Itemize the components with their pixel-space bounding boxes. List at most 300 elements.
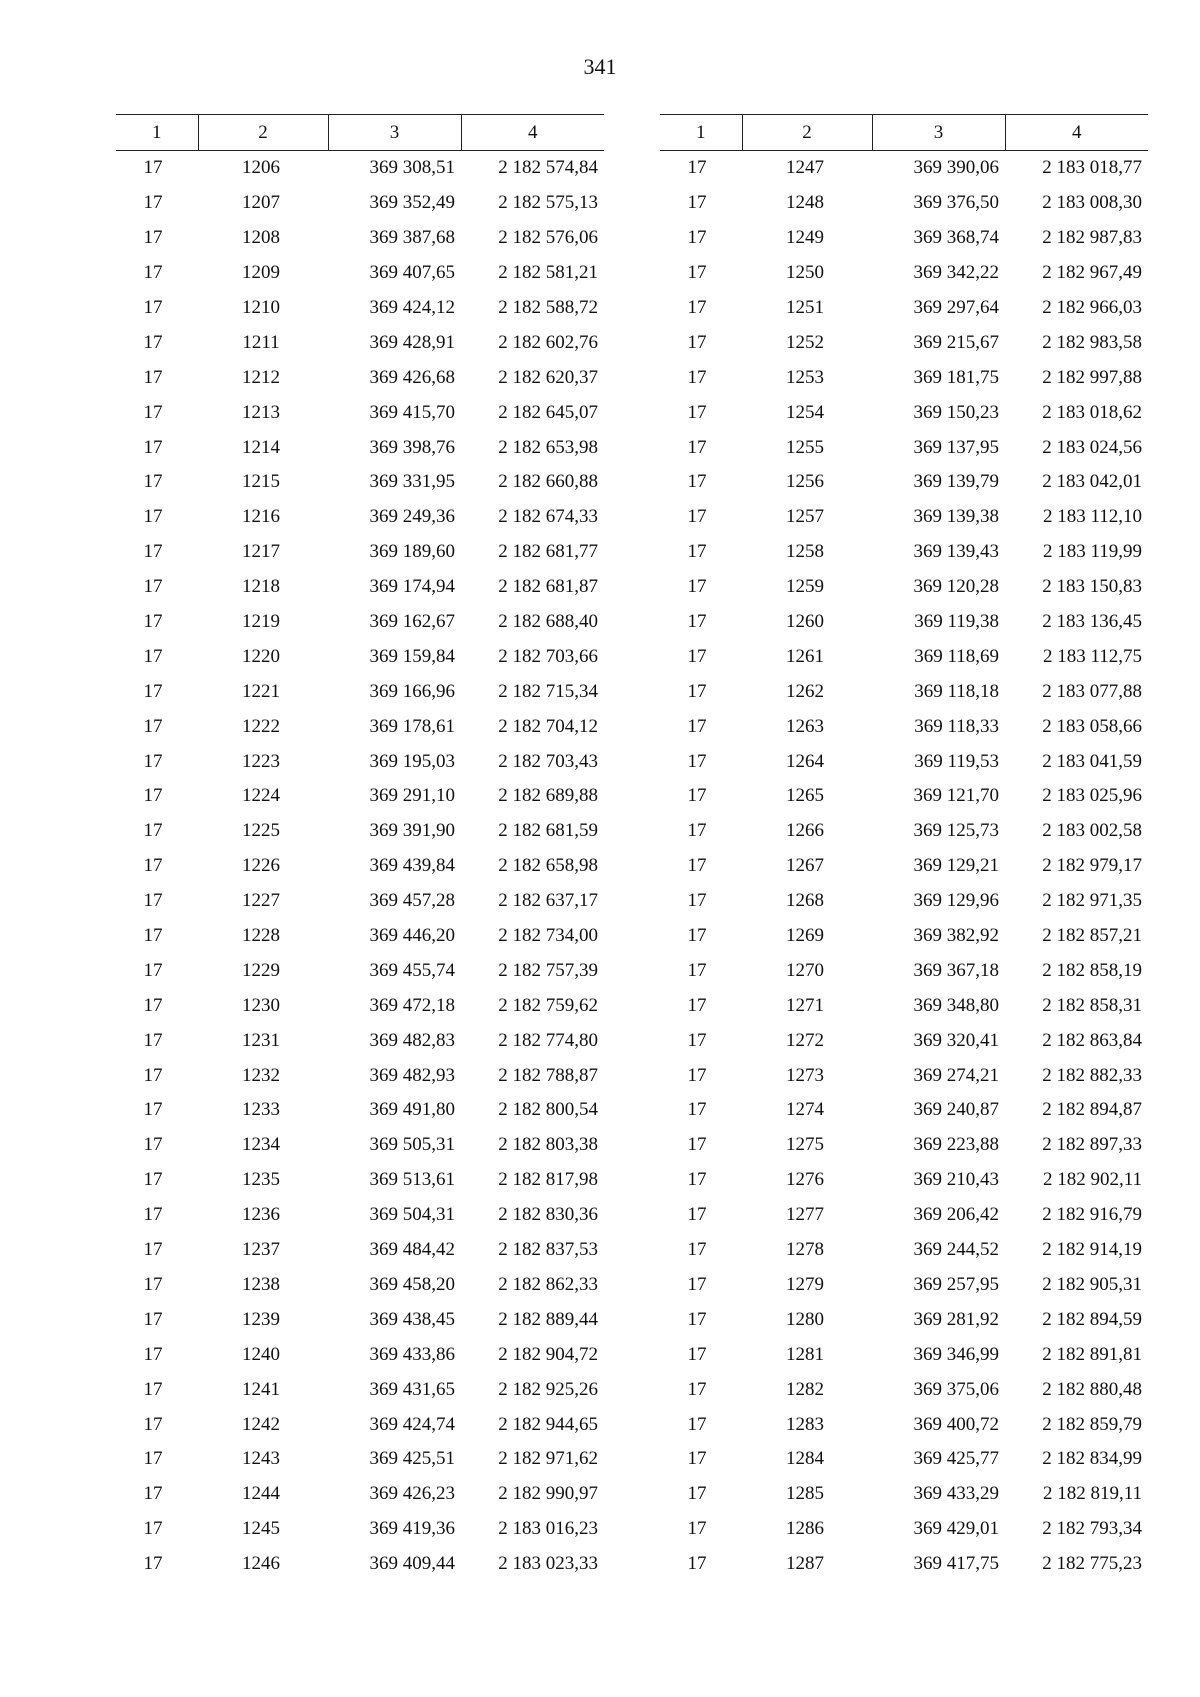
column-header: 4 (461, 115, 604, 151)
table-cell: 17 (143, 645, 163, 667)
table-cell: 369 223,88 (913, 1134, 999, 1156)
table-cell: 2 182 987,83 (1042, 227, 1142, 249)
table-cell: 1248 (786, 192, 824, 214)
table-cell: 17 (143, 611, 163, 633)
table-row (116, 1512, 604, 1547)
table-cell: 2 183 018,62 (1042, 401, 1142, 423)
table-cell: 17 (687, 890, 707, 912)
table-cell: 2 182 990,97 (498, 1483, 598, 1505)
table-cell: 2 182 774,80 (498, 1029, 598, 1051)
table-cell: 2 182 757,39 (498, 959, 598, 981)
table-row (660, 639, 1148, 674)
table-cell: 369 352,49 (369, 192, 455, 214)
table-row (116, 1337, 604, 1372)
table-cell: 17 (143, 959, 163, 981)
coordinates-table-left (116, 114, 604, 1582)
table-cell: 369 439,84 (369, 855, 455, 877)
table-cell: 369 249,36 (369, 506, 455, 528)
table-cell: 2 182 925,26 (498, 1378, 598, 1400)
table-cell: 2 182 819,11 (1042, 1483, 1142, 1505)
table-cell: 2 182 660,88 (498, 471, 598, 493)
table-cell: 1209 (242, 262, 280, 284)
table-row (660, 291, 1148, 326)
table-cell: 2 182 971,62 (498, 1448, 598, 1470)
table-cell: 1255 (786, 436, 824, 458)
table-cell: 1228 (242, 925, 280, 947)
table-cell: 2 183 041,59 (1042, 750, 1142, 772)
table-row (116, 674, 604, 709)
table-cell: 17 (687, 1064, 707, 1086)
table-cell: 1240 (242, 1343, 280, 1365)
table-cell: 2 182 979,17 (1042, 855, 1142, 877)
table-cell: 17 (143, 1308, 163, 1330)
table-row (116, 325, 604, 360)
table-cell: 2 182 715,34 (498, 680, 598, 702)
table-row (660, 151, 1148, 186)
table-cell: 1246 (242, 1553, 280, 1575)
table-row (116, 953, 604, 988)
table-cell: 2 182 734,00 (498, 925, 598, 947)
table-cell: 17 (143, 1413, 163, 1435)
table-cell: 1256 (786, 471, 824, 493)
table-cell: 369 398,76 (369, 436, 455, 458)
table-row (116, 1233, 604, 1268)
table-cell: 17 (143, 1099, 163, 1121)
table-cell: 1257 (786, 506, 824, 528)
table-cell: 17 (687, 297, 707, 318)
table-cell: 17 (687, 645, 707, 667)
table-cell: 2 182 688,40 (498, 611, 598, 633)
table-row (660, 814, 1148, 849)
table-cell: 2 182 882,33 (1042, 1064, 1142, 1086)
table-cell: 2 182 703,66 (498, 645, 598, 667)
table-row (116, 360, 604, 395)
table-cell: 2 182 897,33 (1042, 1134, 1142, 1156)
table-cell: 369 162,67 (369, 611, 455, 633)
table-row (660, 1407, 1148, 1442)
table-cell: 2 183 024,56 (1042, 436, 1142, 458)
table-cell: 17 (143, 1378, 163, 1400)
table-cell: 1287 (786, 1553, 824, 1575)
table-cell: 1210 (242, 297, 280, 318)
table-cell: 369 431,65 (369, 1378, 455, 1400)
table-cell: 369 342,22 (913, 262, 999, 284)
table-cell: 369 129,96 (913, 890, 999, 912)
table-row (660, 465, 1148, 500)
table-cell: 369 281,92 (913, 1308, 999, 1330)
table-row (660, 919, 1148, 954)
table-row (660, 953, 1148, 988)
table-row (116, 814, 604, 849)
table-cell: 17 (143, 576, 163, 598)
table-cell: 369 137,95 (913, 436, 999, 458)
table-cell: 1239 (242, 1308, 280, 1330)
table-cell: 17 (687, 1099, 707, 1121)
table-cell: 1266 (786, 820, 824, 842)
table-row (116, 1128, 604, 1163)
table-cell: 369 424,74 (369, 1413, 455, 1435)
table-cell: 2 182 658,98 (498, 855, 598, 877)
table-cell: 369 424,12 (369, 297, 455, 318)
table-cell: 2 182 800,54 (498, 1099, 598, 1121)
table-cell: 369 417,75 (913, 1553, 999, 1575)
table-cell: 2 182 576,06 (498, 227, 598, 249)
table-cell: 1219 (242, 611, 280, 633)
table-cell: 369 419,36 (369, 1518, 455, 1540)
table-cell: 2 183 023,33 (498, 1553, 598, 1575)
table-cell: 369 181,75 (913, 366, 999, 388)
table-cell: 1277 (786, 1204, 824, 1226)
table-cell: 2 182 905,31 (1042, 1273, 1142, 1295)
table-cell: 1238 (242, 1273, 280, 1295)
table-cell: 2 182 645,07 (498, 401, 598, 423)
table-cell: 2 182 858,31 (1042, 994, 1142, 1016)
table-cell: 369 139,38 (913, 506, 999, 528)
table-row (116, 1442, 604, 1477)
table-cell: 369 118,33 (914, 715, 999, 737)
table-cell: 369 433,29 (913, 1483, 999, 1505)
table-row (660, 779, 1148, 814)
table-cell: 2 182 775,23 (1042, 1553, 1142, 1575)
table-cell: 17 (687, 262, 707, 284)
table-cell: 369 390,06 (913, 157, 999, 179)
table-cell: 369 426,68 (369, 366, 455, 388)
table-row (116, 395, 604, 430)
table-cell: 2 182 788,87 (498, 1064, 598, 1086)
table-cell: 369 308,51 (369, 157, 455, 179)
table-cell: 17 (143, 1204, 163, 1226)
table-cell: 17 (143, 157, 163, 179)
table-cell: 17 (143, 366, 163, 388)
table-cell: 2 182 834,99 (1042, 1448, 1142, 1470)
table-cell: 369 189,60 (369, 541, 455, 563)
table-cell: 1221 (242, 680, 280, 702)
table-cell: 2 182 793,34 (1042, 1518, 1142, 1540)
table-cell: 17 (687, 192, 707, 214)
table-cell: 2 182 653,98 (498, 436, 598, 458)
table-cell: 369 438,45 (369, 1308, 455, 1330)
table-cell: 2 183 136,45 (1042, 611, 1142, 633)
table-cell: 369 129,21 (913, 855, 999, 877)
table-row (116, 1302, 604, 1337)
table-cell: 369 119,53 (914, 750, 999, 772)
table-cell: 2 183 058,66 (1042, 715, 1142, 737)
table-cell: 17 (143, 436, 163, 458)
table-cell: 369 257,95 (913, 1273, 999, 1295)
table-row (116, 919, 604, 954)
table-cell: 2 182 863,84 (1042, 1029, 1142, 1051)
table-cell: 369 425,77 (913, 1448, 999, 1470)
table-cell: 17 (687, 925, 707, 947)
table-cell: 2 182 914,19 (1042, 1239, 1142, 1261)
table-cell: 1223 (242, 750, 280, 772)
table-cell: 2 183 016,23 (498, 1518, 598, 1540)
table-row (116, 256, 604, 291)
table-cell: 1218 (242, 576, 280, 598)
table-row (660, 709, 1148, 744)
table-row (116, 988, 604, 1023)
table-row (116, 1407, 604, 1442)
table-row (660, 744, 1148, 779)
table-cell: 2 182 891,81 (1042, 1343, 1142, 1365)
table-cell: 17 (143, 506, 163, 528)
table-cell: 369 195,03 (369, 750, 455, 772)
table-cell: 2 182 817,98 (498, 1169, 598, 1191)
table-cell: 17 (143, 890, 163, 912)
table-row (116, 884, 604, 919)
table-cell: 1234 (242, 1134, 280, 1156)
table-cell: 369 415,70 (369, 401, 455, 423)
table-cell: 1250 (786, 262, 824, 284)
table-row (116, 186, 604, 221)
table-cell: 2 182 904,72 (498, 1343, 598, 1365)
table-row (116, 465, 604, 500)
table-cell: 17 (687, 750, 707, 772)
table-cell: 369 429,01 (913, 1518, 999, 1540)
table-cell: 2 182 894,87 (1042, 1099, 1142, 1121)
table-cell: 1262 (786, 680, 824, 702)
table-cell: 369 240,87 (913, 1099, 999, 1121)
table-cell: 2 182 983,58 (1042, 331, 1142, 353)
table-cell: 2 182 859,79 (1042, 1413, 1142, 1435)
table-cell: 1272 (786, 1029, 824, 1051)
table-cell: 2 183 119,99 (1042, 541, 1142, 563)
table-cell: 17 (687, 576, 707, 598)
table-cell: 1253 (786, 366, 824, 388)
table-cell: 17 (687, 855, 707, 877)
table-cell: 369 348,80 (913, 994, 999, 1016)
table-cell: 2 182 803,38 (498, 1134, 598, 1156)
table-cell: 1211 (242, 331, 280, 353)
table-cell: 369 484,42 (369, 1239, 455, 1261)
table-cell: 1269 (786, 925, 824, 947)
table-body-right (660, 151, 1148, 1582)
table-cell: 1261 (786, 645, 824, 667)
table-cell: 17 (687, 1413, 707, 1435)
table-cell: 1271 (786, 994, 824, 1016)
table-cell: 2 182 858,19 (1042, 959, 1142, 981)
table-cell: 1232 (242, 1064, 280, 1086)
table-cell: 1284 (786, 1448, 824, 1470)
table-cell: 369 244,52 (913, 1239, 999, 1261)
table-cell: 2 182 902,11 (1042, 1169, 1142, 1191)
table-cell: 369 446,20 (369, 925, 455, 947)
table-cell: 2 183 002,58 (1042, 820, 1142, 842)
table-cell: 1237 (242, 1239, 280, 1261)
table-row (116, 1163, 604, 1198)
table-cell: 1229 (242, 959, 280, 981)
table-cell: 17 (143, 750, 163, 772)
table-cell: 1265 (786, 785, 824, 807)
table-cell: 369 215,67 (913, 331, 999, 353)
table-row (116, 1372, 604, 1407)
table-cell: 2 182 581,21 (498, 262, 598, 284)
table-cell: 1245 (242, 1518, 280, 1540)
table-row (116, 430, 604, 465)
table-cell: 17 (687, 1273, 707, 1295)
table-cell: 369 178,61 (369, 715, 455, 737)
table-row (660, 500, 1148, 535)
table-row (116, 709, 604, 744)
table-cell: 1276 (786, 1169, 824, 1191)
table-cell: 1273 (786, 1064, 824, 1086)
table-row (660, 1372, 1148, 1407)
table-cell: 369 125,73 (913, 820, 999, 842)
table-row (660, 1058, 1148, 1093)
table-cell: 2 182 997,88 (1042, 366, 1142, 388)
table-cell: 2 182 916,79 (1042, 1204, 1142, 1226)
table-cell: 17 (143, 785, 163, 807)
table-row (116, 151, 604, 186)
table-cell: 17 (687, 820, 707, 842)
table-cell: 2 182 588,72 (498, 297, 598, 318)
table-cell: 1274 (786, 1099, 824, 1121)
table-cell: 2 182 704,12 (498, 715, 598, 737)
table-cell: 2 182 681,87 (498, 576, 598, 598)
table-cell: 17 (687, 227, 707, 249)
table-cell: 1278 (786, 1239, 824, 1261)
table-row (116, 1477, 604, 1512)
table-cell: 369 491,80 (369, 1099, 455, 1121)
table-cell: 17 (143, 541, 163, 563)
table-row (660, 1268, 1148, 1303)
table-cell: 369 210,43 (913, 1169, 999, 1191)
coordinates-table-right (660, 114, 1148, 1582)
table-cell: 369 297,64 (913, 297, 999, 318)
table-cell: 369 428,91 (369, 331, 455, 353)
table-cell: 2 183 150,83 (1042, 576, 1142, 598)
table-cell: 2 182 574,84 (498, 157, 598, 179)
table-cell: 17 (143, 855, 163, 877)
table-cell: 1281 (786, 1343, 824, 1365)
table-cell: 17 (143, 1553, 163, 1575)
table-cell: 369 425,51 (369, 1448, 455, 1470)
table-cell: 369 376,50 (913, 192, 999, 214)
table-cell: 2 183 025,96 (1042, 785, 1142, 807)
table-cell: 369 409,44 (369, 1553, 455, 1575)
table-cell: 1236 (242, 1204, 280, 1226)
table-cell: 17 (687, 366, 707, 388)
table-row (660, 988, 1148, 1023)
table-cell: 1286 (786, 1518, 824, 1540)
table-cell: 17 (143, 820, 163, 842)
table-cell: 17 (687, 959, 707, 981)
table-row (116, 1023, 604, 1058)
table-cell: 2 182 880,48 (1042, 1378, 1142, 1400)
table-cell: 2 183 042,01 (1042, 471, 1142, 493)
table-cell: 369 118,18 (914, 680, 999, 702)
table-cell: 2 182 837,53 (498, 1239, 598, 1261)
table-cell: 1224 (242, 785, 280, 807)
table-cell: 17 (687, 1483, 707, 1505)
table-row (660, 1512, 1148, 1547)
table-cell: 17 (687, 1343, 707, 1365)
table-cell: 1208 (242, 227, 280, 249)
table-cell: 1206 (242, 157, 280, 179)
column-header: 3 (328, 115, 461, 151)
table-cell: 2 182 703,43 (498, 750, 598, 772)
table-row (116, 221, 604, 256)
table-cell: 17 (687, 471, 707, 493)
table-cell: 2 182 689,88 (498, 785, 598, 807)
table-cell: 369 455,74 (369, 959, 455, 981)
table-cell: 2 182 674,33 (498, 506, 598, 528)
table-cell: 2 182 681,59 (498, 820, 598, 842)
column-header: 2 (742, 115, 872, 151)
table-row (660, 1093, 1148, 1128)
table-cell: 369 206,42 (913, 1204, 999, 1226)
table-row (116, 1268, 604, 1303)
table-cell: 17 (143, 192, 163, 214)
table-row (116, 570, 604, 605)
table-cell: 17 (143, 680, 163, 702)
table-cell: 17 (143, 994, 163, 1016)
table-cell: 17 (143, 1518, 163, 1540)
table-cell: 2 183 008,30 (1042, 192, 1142, 214)
table-cell: 1230 (242, 994, 280, 1016)
table-cell: 2 182 889,44 (498, 1308, 598, 1330)
table-cell: 369 291,10 (369, 785, 455, 807)
table-row (660, 360, 1148, 395)
table-cell: 369 139,79 (913, 471, 999, 493)
table-cell: 1267 (786, 855, 824, 877)
table-cell: 1263 (786, 715, 824, 737)
table-cell: 1247 (786, 157, 824, 179)
table-cell: 17 (687, 1029, 707, 1051)
table-cell: 17 (687, 541, 707, 563)
table-row (660, 186, 1148, 221)
table-cell: 369 274,21 (913, 1064, 999, 1086)
table-cell: 17 (687, 1134, 707, 1156)
table-cell: 2 182 681,77 (498, 541, 598, 563)
table-cell: 17 (687, 1518, 707, 1540)
table-cell: 1279 (786, 1273, 824, 1295)
table-row (116, 605, 604, 640)
table-cell: 1231 (242, 1029, 280, 1051)
table-cell: 369 375,06 (913, 1378, 999, 1400)
table-cell: 1252 (786, 331, 824, 353)
table-cell: 2 182 637,17 (498, 890, 598, 912)
table-cell: 369 367,18 (913, 959, 999, 981)
table-cell: 369 166,96 (369, 680, 455, 702)
table-cell: 2 182 620,37 (498, 366, 598, 388)
table-cell: 17 (143, 1239, 163, 1261)
table-cell: 369 159,84 (369, 645, 455, 667)
table-cell: 17 (687, 785, 707, 807)
table-cell: 369 139,43 (913, 541, 999, 563)
table-cell: 2 182 971,35 (1042, 890, 1142, 912)
table-row (116, 849, 604, 884)
table-row (660, 1302, 1148, 1337)
table-row (660, 1163, 1148, 1198)
table-cell: 1220 (242, 645, 280, 667)
table-cell: 369 387,68 (369, 227, 455, 249)
table-cell: 369 174,94 (369, 576, 455, 598)
table-cell: 17 (143, 471, 163, 493)
table-row (660, 1233, 1148, 1268)
table-cell: 2 182 857,21 (1042, 925, 1142, 947)
table-row (660, 849, 1148, 884)
table-cell: 2 182 966,03 (1042, 297, 1142, 318)
table-cell: 17 (687, 436, 707, 458)
table-row (660, 221, 1148, 256)
table-row (116, 1093, 604, 1128)
table-cell: 17 (143, 401, 163, 423)
table-cell: 1213 (242, 401, 280, 423)
table-cell: 369 121,70 (913, 785, 999, 807)
table-cell: 1258 (786, 541, 824, 563)
table-row (660, 1547, 1148, 1582)
